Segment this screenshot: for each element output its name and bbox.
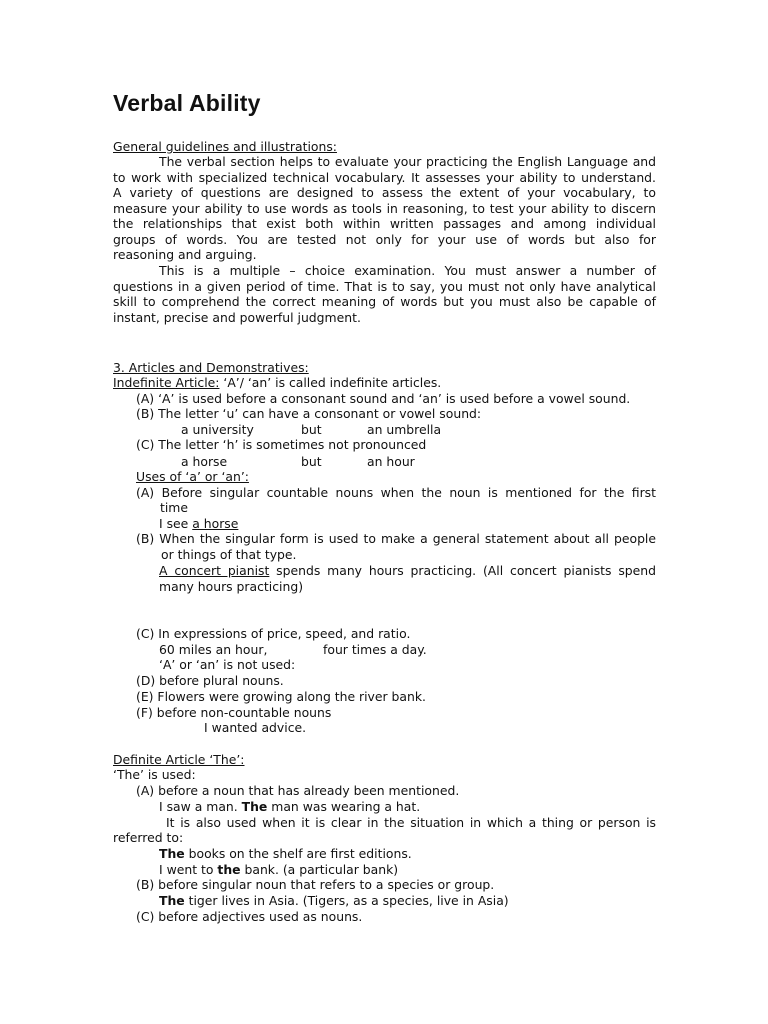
guidelines-p1-line: A variety of questions are designed to assess the extent of your vocabulary, to: [113, 185, 656, 200]
indefinite-article-label: Indefinite Article:: [113, 375, 220, 390]
uses-rule-c: (C) In expressions of price, speed, and ratio.: [136, 626, 411, 641]
example-text: I went to: [159, 862, 218, 877]
example-text: spends many hours practicing. (All concert pianists spend: [269, 563, 656, 578]
uses-rule-b-example-cont: many hours practicing): [159, 579, 304, 594]
example-miles-per-hour: 60 miles an hour,: [159, 642, 268, 657]
rule-f: (F) before non-countable nouns: [136, 705, 332, 720]
bold-the: The: [159, 893, 185, 908]
definite-also-line: It is also used when it is clear in the situation in which a thing or person is: [166, 815, 656, 830]
example-text: I saw a man.: [159, 799, 242, 814]
definite-article-heading: Definite Article ‘The’:: [113, 752, 245, 767]
guidelines-p1-line: to work with specialized technical vocabulary. It assesses your ability to understand.: [113, 170, 656, 185]
bold-the: The: [241, 799, 268, 814]
example-text: books on the shelf are first editions.: [184, 846, 412, 861]
uses-rule-a-cont: time: [160, 500, 188, 515]
the-is-used: ‘The’ is used:: [113, 767, 196, 782]
article-rule-a: (A) ‘A’ is used before a consonant sound and ‘an’ is used before a vowel sound.: [136, 391, 631, 406]
example-text: tiger lives in Asia. (Tigers, as a species, live in Asia): [184, 893, 509, 908]
definite-rule-c: (C) before adjectives used as nouns.: [136, 909, 363, 924]
example-text: bank. (a particular bank): [240, 862, 399, 877]
indefinite-article-line: [113, 375, 441, 391]
bold-the: the: [217, 862, 241, 877]
bold-the: The: [159, 846, 185, 861]
articles-heading: 3. Articles and Demonstratives:: [113, 360, 309, 375]
guidelines-p1-line: The verbal section helps to evaluate your practicing the English Language and: [159, 154, 656, 169]
example-but: but: [301, 454, 322, 469]
uses-rule-b-example: [159, 563, 656, 579]
article-rule-c: (C) The letter ‘h’ is sometimes not pronounced: [136, 437, 427, 452]
books-example: [159, 846, 412, 862]
example-an-umbrella: an umbrella: [367, 422, 442, 437]
example-text: I see: [159, 516, 193, 531]
tiger-example: [159, 893, 509, 909]
example-a-horse: a horse: [181, 454, 228, 469]
guidelines-p2-line: This is a multiple – choice examination. You must answer a number of: [159, 263, 656, 278]
page-title: Verbal Ability: [113, 90, 261, 116]
not-used-heading: ‘A’ or ‘an’ is not used:: [159, 657, 296, 672]
example-underlined: A concert pianist: [159, 563, 270, 578]
uses-rule-b-cont: or things of that type.: [161, 547, 297, 562]
uses-rule-b: (B) When the singular form is used to make a general statement about all people: [136, 531, 656, 546]
guidelines-p1-line: measure your ability to use words as tools in reasoning, to test your ability to discern: [113, 201, 656, 216]
example-but: but: [301, 422, 322, 437]
definite-rule-a: (A) before a noun that has already been mentioned.: [136, 783, 460, 798]
guidelines-p2-line: instant, precise and powerful judgment.: [113, 310, 361, 325]
definite-rule-b: (B) before singular noun that refers to a species or group.: [136, 877, 495, 892]
example-times-a-day: four times a day.: [323, 642, 427, 657]
guidelines-p1-line: groups of words. You are tested not only for your use of words but also for: [113, 232, 656, 247]
example-an-hour: an hour: [367, 454, 415, 469]
article-rule-b: (B) The letter ‘u’ can have a consonant or vowel sound:: [136, 406, 482, 421]
uses-heading: Uses of ‘a’ or ‘an’:: [136, 469, 249, 484]
example-text: man was wearing a hat.: [267, 799, 421, 814]
guidelines-p1-line: reasoning and arguing.: [113, 247, 257, 262]
rule-f-example: I wanted advice.: [204, 720, 307, 735]
guidelines-p2-line: questions in a given period of time. That is to say, you must not only have analytical: [113, 279, 656, 294]
rule-e: (E) Flowers were growing along the river bank.: [136, 689, 426, 704]
guidelines-p1-line: the relationships that exist both within written passages and among individual: [113, 216, 656, 231]
example-a-university: a university: [181, 422, 254, 437]
bank-example: [159, 862, 398, 878]
rule-d: (D) before plural nouns.: [136, 673, 284, 688]
example-underlined: a horse: [192, 516, 239, 531]
uses-rule-a: (A) Before singular countable nouns when the noun is mentioned for the first: [136, 485, 656, 500]
uses-rule-a-example: [159, 516, 238, 532]
indefinite-article-text: ‘A’/ ‘an’ is called indefinite articles.: [219, 375, 442, 390]
guidelines-heading: General guidelines and illustrations:: [113, 139, 337, 154]
definite-rule-a-example: [159, 799, 420, 815]
definite-also-cont: referred to:: [113, 830, 184, 845]
guidelines-p2-line: skill to comprehend the correct meaning of words but you must also be capable of: [113, 294, 656, 309]
